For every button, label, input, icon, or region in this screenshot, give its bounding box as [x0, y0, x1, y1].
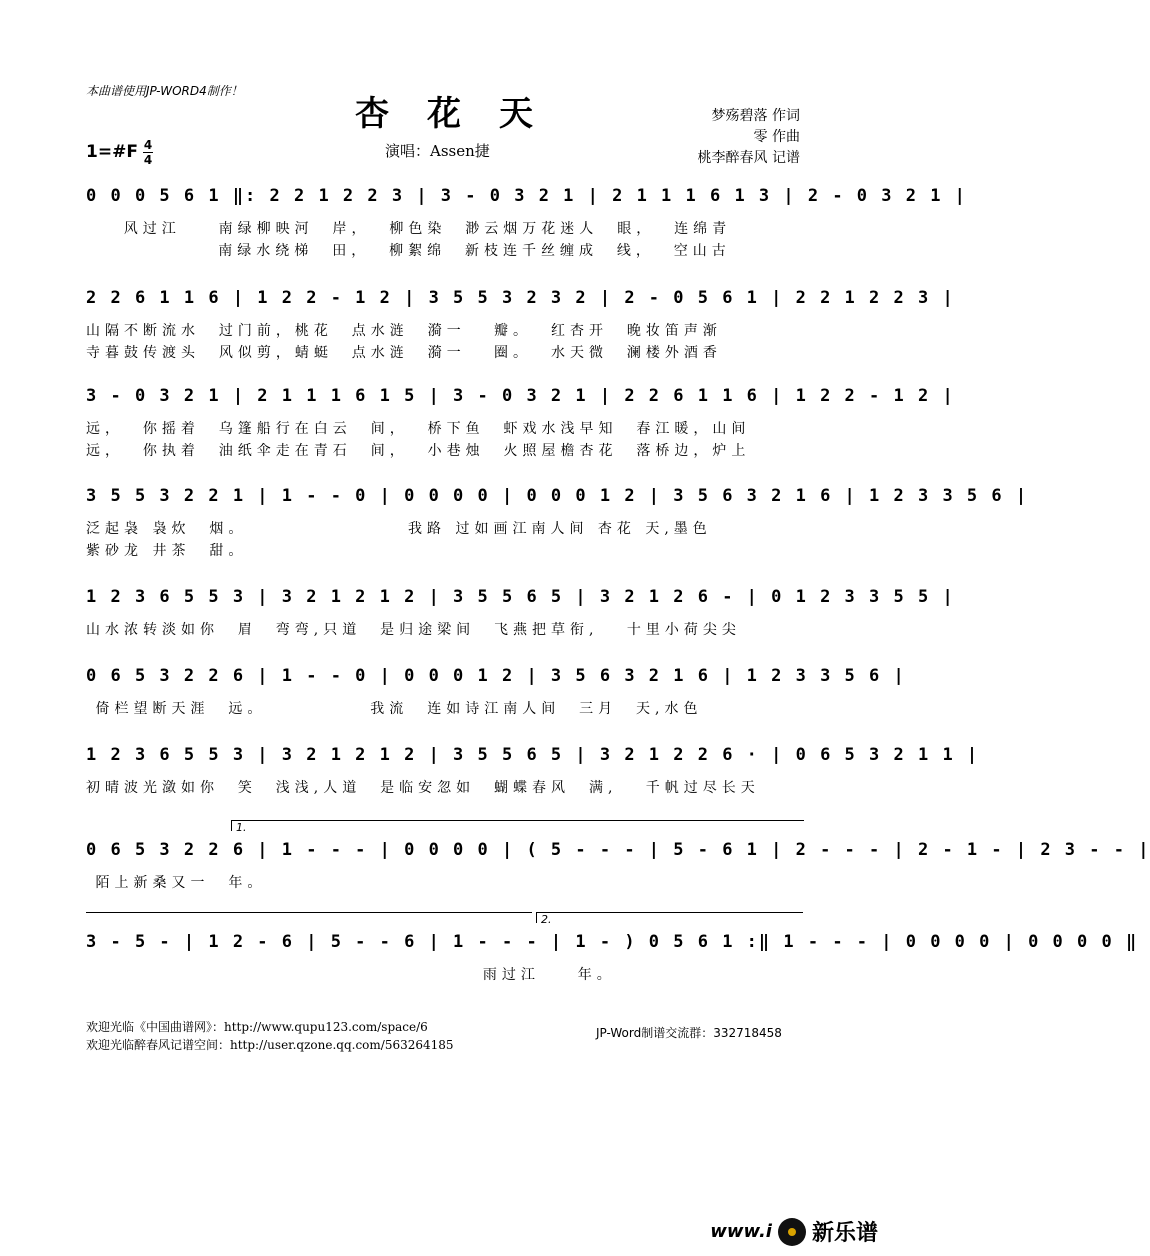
- notation-line: 0 6 5 3 2 2 6 | 1 - - - | 0 0 0 0 | ( 5 - - - | 5 - 6 1 | 2 - - - | 2 - 1 - | 2 3 - - |: [86, 840, 1150, 860]
- footer-link-qupu[interactable]: 欢迎光临《中国曲谱网》：http://www.qupu123.com/space/6: [86, 1020, 428, 1034]
- key-signature: 1=#F: [86, 142, 138, 162]
- notation-line: 1 2 3 6 5 5 3 | 3 2 1 2 1 2 | 3 5 5 6 5 | 3 2 1 2 6 - | 0 1 2 3 3 5 5 |: [86, 587, 955, 607]
- song-title: 杏花天: [355, 94, 571, 134]
- software-note: 本曲谱使用JP-WORD4制作！: [86, 84, 243, 98]
- first-ending-label: 1.: [236, 821, 247, 834]
- notation-line: 0 6 5 3 2 2 6 | 1 - - 0 | 0 0 0 1 2 | 3 5 6 3 2 1 6 | 1 2 3 3 5 6 |: [86, 666, 906, 686]
- second-ending-bracket: [536, 912, 803, 926]
- time-signature: [143, 139, 153, 166]
- lyrics-verse-2: 紫砂龙 井茶 甜。: [86, 543, 248, 559]
- footer-group-info: JP-Word制谱交流群：332718458: [596, 1026, 782, 1040]
- lyrics-verse-2: 南绿水绕梯 田， 柳絮绵 新枝连千丝缠成 线， 空山古: [86, 243, 731, 259]
- lyrics-verse-1: 初晴波光潋如你 笑 浅浅,人道 是临安忽如 蝴蝶春风 满, 千帆过尽长天: [86, 780, 760, 796]
- footer-link-qzone[interactable]: 欢迎光临醉春风记谱空间：http://user.qzone.qq.com/563264185: [86, 1038, 454, 1052]
- composer-credit: 零 作曲: [753, 129, 800, 145]
- meter-bottom: 4: [143, 153, 153, 167]
- first-ending-bracket: [231, 820, 804, 834]
- watermark-logo: [710, 1216, 878, 1247]
- notation-line: 3 - 5 - | 1 2 - 6 | 5 - - 6 | 1 - - - | 1 - ) 0 5 6 1 :‖ 1 - - - | 0 0 0 0 | 0 0 0 0 ‖: [86, 932, 1139, 952]
- meter-top: 4: [143, 138, 153, 152]
- singer-credit: 演唱：Assen捷: [385, 142, 490, 160]
- notation-line: 1 2 3 6 5 5 3 | 3 2 1 2 1 2 | 3 5 5 6 5 | 3 2 1 2 2 6 · | 0 6 5 3 2 1 1 |: [86, 745, 980, 765]
- lyrics-verse-1: 陌上新桑又一 年。: [86, 875, 267, 891]
- notation-line: 0 0 0 5 6 1 ‖: 2 2 1 2 2 3 | 3 - 0 3 2 1 | 2 1 1 1 6 1 3 | 2 - 0 3 2 1 |: [86, 186, 967, 206]
- lyricist-credit: 梦殇碧落 作词: [711, 108, 800, 124]
- watermark-url: www.i: [710, 1221, 772, 1242]
- credits-block: [698, 106, 800, 169]
- footer-links: [86, 1018, 454, 1054]
- lyrics-verse-2: 寺暮鼓传渡头 风似剪，蜻蜓 点水涟 漪一 圈。 水天微 澜楼外酒香: [86, 345, 722, 361]
- first-ending-continuation: [86, 912, 532, 913]
- notation-line: 3 5 5 3 2 2 1 | 1 - - 0 | 0 0 0 0 | 0 0 0 1 2 | 3 5 6 3 2 1 6 | 1 2 3 3 5 6 |: [86, 486, 1029, 506]
- lyrics-verse-1: 远， 你摇着 乌篷船行在白云 间， 桥下鱼 虾戏水浅早知 春江暖，山间: [86, 421, 751, 437]
- vinyl-disc-icon: [778, 1218, 806, 1246]
- watermark-brand: 新乐谱: [811, 1221, 878, 1246]
- lyrics-verse-1: 倚栏望断天涯 远。 我流 连如诗江南人间 三月 天,水色: [86, 701, 703, 717]
- lyrics-verse-1: 风过江 南绿柳映河 岸， 柳色染 渺云烟万花迷人 眼， 连绵青: [86, 221, 732, 237]
- notation-line: 3 - 0 3 2 1 | 2 1 1 1 6 1 5 | 3 - 0 3 2 1 | 2 2 6 1 1 6 | 1 2 2 - 1 2 |: [86, 386, 955, 406]
- lyrics-verse-1: 泛起袅 袅炊 烟。 我路 过如画江南人间 杏花 天,墨色: [86, 521, 712, 537]
- lyrics-verse-1: 山隔不断流水 过门前，桃花 点水涟 漪一 瓣。 红杏开 晚妆笛声渐: [86, 323, 722, 339]
- second-ending-label: 2.: [541, 913, 552, 926]
- lyrics-verse-1: 雨过江 年。: [86, 967, 616, 983]
- notation-line: 2 2 6 1 1 6 | 1 2 2 - 1 2 | 3 5 5 3 2 3 2 | 2 - 0 5 6 1 | 2 2 1 2 2 3 |: [86, 288, 955, 308]
- transcriber-credit: 桃李醉春风 记谱: [697, 150, 800, 166]
- lyrics-verse-2: 远， 你执着 油纸伞走在青石 间， 小巷烛 火照屋檐杏花 落桥边，炉上: [86, 443, 751, 459]
- lyrics-verse-1: 山水浓转淡如你 眉 弯弯,只道 是归途梁间 飞燕把草衔, 十里小荷尖尖: [86, 622, 741, 638]
